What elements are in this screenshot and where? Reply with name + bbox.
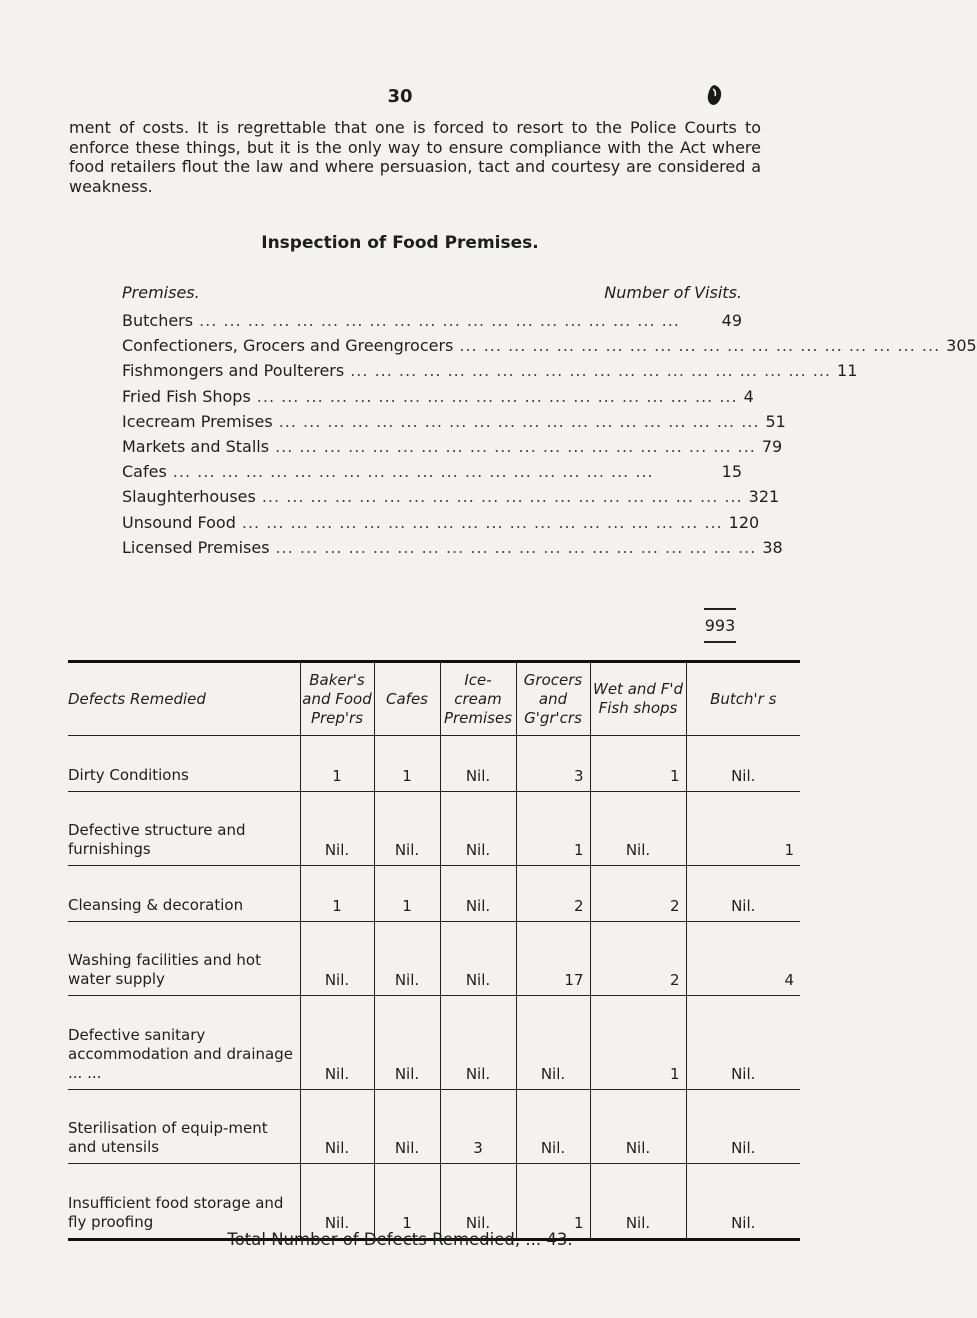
- defect-row: [68, 996, 800, 1090]
- defect-count-cell: Nil.: [300, 922, 374, 996]
- visit-row: [122, 333, 977, 358]
- visit-row: [122, 484, 780, 509]
- defect-label: Defective sanitary accommodation and drainage ... ...: [68, 996, 300, 1090]
- total-defects-remedied: Total Number of Defects Remedied, ... 43.: [227, 1230, 573, 1249]
- defect-label: Cleansing & decoration: [68, 866, 300, 922]
- premises-name: Confectioners, Grocers and Greengrocers: [122, 336, 454, 356]
- premises-name: Butchers: [122, 311, 194, 331]
- defect-row: [68, 792, 800, 866]
- defect-count-cell: Nil.: [300, 996, 374, 1090]
- defect-count-cell: Nil.: [440, 866, 516, 922]
- column-header: Defects Remedied: [68, 662, 300, 736]
- visit-count: 51: [765, 411, 786, 431]
- visits-header: [122, 283, 742, 308]
- premises-name: Slaughterhouses: [122, 487, 256, 507]
- defect-label: Defective structure and furnishings: [68, 792, 300, 866]
- visit-row: [122, 384, 754, 409]
- column-header: Cafes: [374, 662, 440, 736]
- defect-count-cell: Nil.: [440, 922, 516, 996]
- visit-count: 120: [728, 512, 760, 532]
- defect-count-cell: Nil.: [686, 996, 800, 1090]
- premises-name: Fried Fish Shops: [122, 386, 251, 406]
- visit-count: 49: [721, 311, 742, 331]
- visit-count: 79: [761, 437, 783, 457]
- leader-dots: ... ... ... ... ... ... ... ... ... ... ... ... ... ... ... ... ... ... ... ...: [350, 361, 832, 381]
- defect-count-cell: 1: [686, 792, 800, 866]
- section-title: Inspection of Food Premises.: [261, 233, 539, 253]
- defect-row: [68, 1090, 800, 1164]
- defect-count-cell: Nil.: [300, 1164, 374, 1240]
- defect-count-cell: Nil.: [590, 792, 686, 866]
- column-header: Baker's and Food Prep'rs: [300, 662, 374, 736]
- premises-name: Cafes: [122, 462, 167, 482]
- premises-name: Unsound Food: [122, 512, 236, 532]
- premises-name: Icecream Premises: [122, 411, 273, 431]
- leader-dots: ... ... ... ... ... ... ... ... ... ... ... ... ... ... ... ... ... ... ... ...: [241, 512, 723, 532]
- defect-count-cell: Nil.: [686, 736, 800, 792]
- defect-count-cell: Nil.: [300, 792, 374, 866]
- defect-count-cell: Nil.: [440, 736, 516, 792]
- leader-dots: ... ... ... ... ... ... ... ... ... ... ... ... ... ... ... ... ... ... ... ...: [278, 411, 760, 431]
- defect-label: Dirty Conditions: [68, 736, 300, 792]
- defect-count-cell: 1: [590, 736, 686, 792]
- defect-count-cell: 2: [590, 866, 686, 922]
- defect-count-cell: 1: [516, 792, 590, 866]
- defect-count-cell: Nil.: [374, 1090, 440, 1164]
- defect-row: [68, 922, 800, 996]
- defect-count-cell: Nil.: [440, 792, 516, 866]
- defect-count-cell: Nil.: [374, 996, 440, 1090]
- premises-name: Markets and Stalls: [122, 437, 270, 457]
- defect-count-cell: 1: [300, 866, 374, 922]
- column-header: Grocers and G'gr'crs: [516, 662, 590, 736]
- defect-count-cell: Nil.: [374, 792, 440, 866]
- column-header: Ice-cream Premises: [440, 662, 516, 736]
- leader-dots: ... ... ... ... ... ... ... ... ... ... ... ... ... ... ... ... ... ... ... ...: [256, 386, 738, 406]
- defect-count-cell: Nil.: [686, 1090, 800, 1164]
- visits-total-value: 993: [704, 616, 736, 635]
- defects-table: [68, 660, 800, 1241]
- defect-count-cell: Nil.: [440, 996, 516, 1090]
- defect-count-cell: 1: [300, 736, 374, 792]
- column-header: Butch'r s: [686, 662, 800, 736]
- visit-row: [122, 308, 742, 333]
- visit-count: 15: [721, 462, 742, 482]
- visit-count: 4: [743, 386, 754, 406]
- leader-dots: ... ... ... ... ... ... ... ... ... ... ... ... ... ... ... ... ... ... ... ...: [172, 462, 654, 482]
- defect-count-cell: 1: [516, 1164, 590, 1240]
- page-number: 30: [387, 86, 413, 107]
- defect-label: Sterilisation of equip-ment and utensils: [68, 1090, 300, 1164]
- intro-paragraph: ment of costs. It is regrettable that one is forced to resort to the Police Courts to enforce these things, but it is the only way to ensure compliance with the Act where food retailers flout the law and where persuasion, tact and courtesy are considered a weakness.: [69, 118, 761, 196]
- defect-count-cell: Nil.: [516, 996, 590, 1090]
- defect-count-cell: 3: [440, 1090, 516, 1164]
- defect-count-cell: Nil.: [516, 1090, 590, 1164]
- defect-count-cell: Nil.: [590, 1090, 686, 1164]
- defect-count-cell: Nil.: [686, 1164, 800, 1240]
- visit-row: [122, 535, 783, 560]
- visit-count: 11: [837, 361, 858, 381]
- defect-count-cell: 2: [516, 866, 590, 922]
- defect-label: Washing facilities and hot water supply: [68, 922, 300, 996]
- premises-column-header: Premises.: [122, 283, 200, 302]
- visits-total: [700, 608, 740, 643]
- visit-row: [122, 409, 786, 434]
- visits-list: [122, 283, 977, 560]
- premises-name: Licensed Premises: [122, 537, 270, 557]
- defect-count-cell: 1: [374, 1164, 440, 1240]
- leader-dots: ... ... ... ... ... ... ... ... ... ... ... ... ... ... ... ... ... ... ... ...: [199, 311, 680, 331]
- visit-row: [122, 358, 858, 383]
- visit-count: 305: [946, 336, 977, 356]
- visit-row: [122, 434, 783, 459]
- visit-row: [122, 459, 742, 484]
- leader-dots: ... ... ... ... ... ... ... ... ... ... ... ... ... ... ... ... ... ... ... ...: [275, 437, 756, 457]
- defect-count-cell: 1: [374, 736, 440, 792]
- defect-count-cell: Nil.: [300, 1090, 374, 1164]
- visit-count: 38: [762, 537, 783, 557]
- visits-column-header: Number of Visits.: [604, 283, 742, 302]
- defect-count-cell: Nil.: [440, 1164, 516, 1240]
- defect-row: [68, 1164, 800, 1240]
- defect-count-cell: 4: [686, 922, 800, 996]
- defect-count-cell: Nil.: [686, 866, 800, 922]
- ink-blot-mark: [704, 84, 724, 106]
- visit-row: [122, 510, 760, 535]
- defect-row: [68, 866, 800, 922]
- defect-count-cell: 1: [374, 866, 440, 922]
- column-header: Wet and F'd Fish shops: [590, 662, 686, 736]
- defect-count-cell: 17: [516, 922, 590, 996]
- leader-dots: ... ... ... ... ... ... ... ... ... ... ... ... ... ... ... ... ... ... ... ...: [459, 336, 941, 356]
- defect-count-cell: 1: [590, 996, 686, 1090]
- defect-count-cell: 2: [590, 922, 686, 996]
- visit-count: 321: [748, 487, 780, 507]
- leader-dots: ... ... ... ... ... ... ... ... ... ... ... ... ... ... ... ... ... ... ... ...: [275, 537, 757, 557]
- defect-count-cell: Nil.: [590, 1164, 686, 1240]
- defect-count-cell: Nil.: [374, 922, 440, 996]
- premises-name: Fishmongers and Poulterers: [122, 361, 345, 381]
- defect-label: Insufficient food storage and fly proofing: [68, 1164, 300, 1240]
- leader-dots: ... ... ... ... ... ... ... ... ... ... ... ... ... ... ... ... ... ... ... ...: [261, 487, 743, 507]
- defect-count-cell: 3: [516, 736, 590, 792]
- defect-row: [68, 736, 800, 792]
